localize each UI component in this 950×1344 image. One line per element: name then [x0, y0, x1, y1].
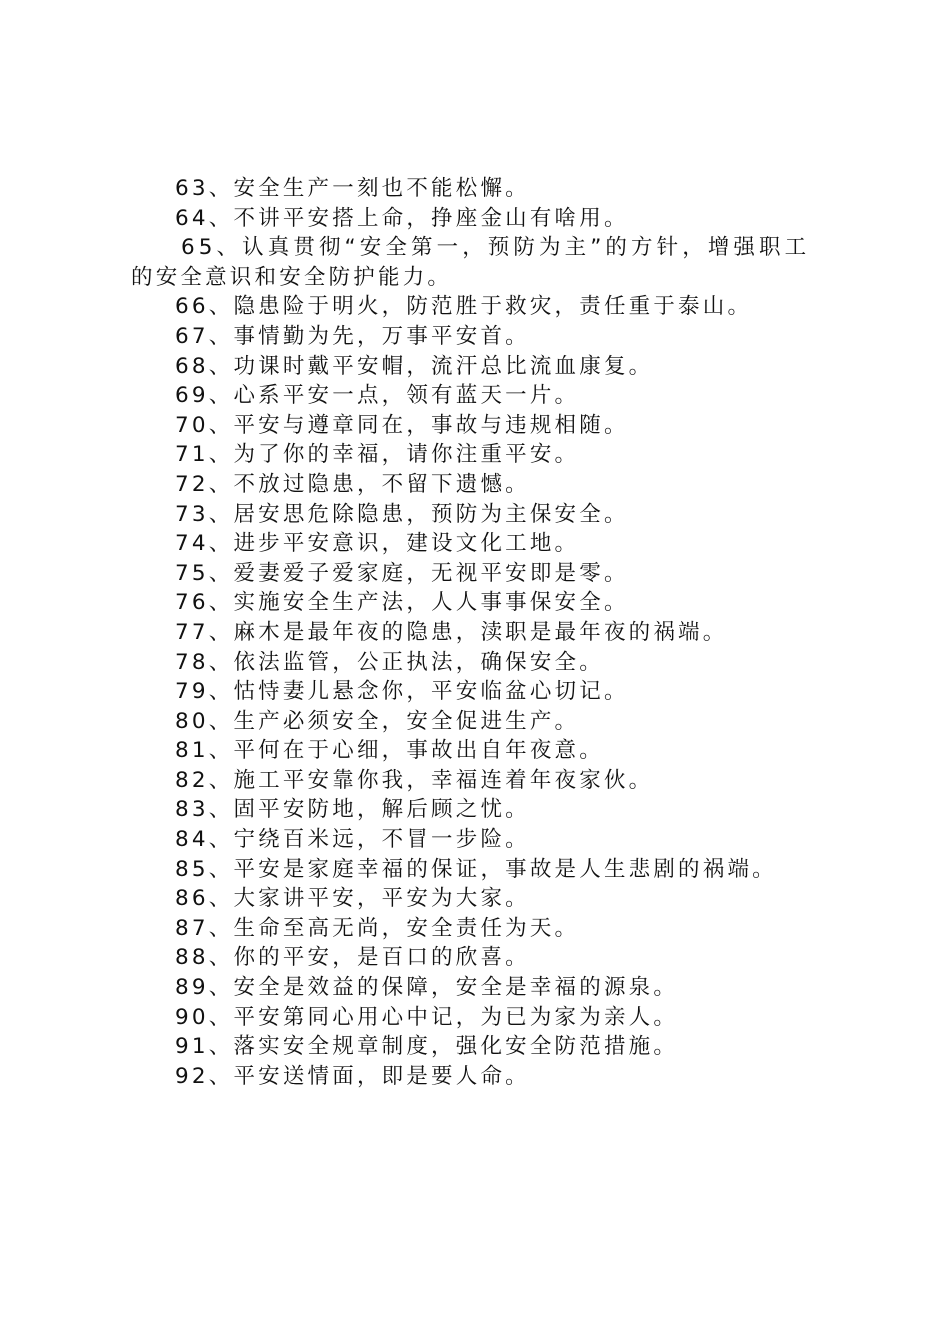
list-item: 86、大家讲平安，平安为大家。: [175, 886, 530, 912]
list-item: 69、心系平安一点，领有蓝天一片。: [175, 383, 580, 409]
list-item: 66、隐患险于明火，防范胜于救灾，责任重于泰山。: [175, 294, 753, 320]
list-item: 84、宁绕百米远，不冒一步险。: [175, 827, 530, 853]
list-item: 63、安全生产一刻也不能松懈。: [175, 176, 530, 201]
list-item: 71、为了你的幸福，请你注重平安。: [175, 442, 580, 468]
list-item: 79、怙恃妻儿悬念你，平安临盆心切记。: [175, 679, 629, 705]
list-item: 82、施工平安靠你我，幸福连着年夜家伙。: [175, 767, 654, 793]
list-item: 73、居安思危除隐患，预防为主保安全。: [175, 501, 629, 527]
list-item: 70、平安与遵章同在，事故与违规相随。: [175, 412, 629, 438]
list-item: 92、平安送情面，即是要人命。: [175, 1063, 530, 1089]
list-item-continuation: 的安全意识和安全防护能力。: [131, 264, 453, 290]
list-item: 67、事情勤为先，万事平安首。: [175, 323, 530, 349]
list-item: 90、平安第同心用心中记，为已为家为亲人。: [175, 1004, 679, 1030]
list-item: 74、进步平安意识，建设文化工地。: [175, 531, 580, 557]
list-item: 85、平安是家庭幸福的保证，事故是人生悲剧的祸端。: [175, 856, 777, 882]
list-item: 72、不放过隐患，不留下遗憾。: [175, 471, 530, 497]
list-item: 78、依法监管，公正执法，确保安全。: [175, 649, 604, 675]
list-item: 89、安全是效益的保障，安全是幸福的源泉。: [175, 975, 679, 1001]
list-item: 81、平何在于心细，事故出自年夜意。: [175, 738, 604, 764]
list-item: 83、固平安防地，解后顾之忧。: [175, 797, 530, 823]
list-item: 80、生产必须安全，安全促进生产。: [175, 708, 580, 734]
slogan-list: [131, 174, 831, 1091]
list-item: 88、你的平安，是百口的欣喜。: [175, 945, 530, 971]
list-item: 87、生命至高无尚，安全责任为天。: [175, 915, 580, 941]
list-item: 77、麻木是最年夜的隐患，渎职是最年夜的祸端。: [175, 619, 728, 645]
list-item: 75、爱妻爱子爱家庭，无视平安即是零。: [175, 560, 629, 586]
list-item: 76、实施安全生产法，人人事事保安全。: [175, 590, 629, 616]
list-item: 64、不讲平安搭上命，挣座金山有啥用。: [175, 205, 629, 231]
list-item: 68、功课时戴平安帽，流汗总比流血康复。: [175, 353, 654, 379]
list-item: 65、认真贯彻“安全第一，预防为主”的方针，增强职工: [181, 235, 811, 261]
list-item: 91、落实安全规章制度，强化安全防范措施。: [175, 1034, 679, 1060]
